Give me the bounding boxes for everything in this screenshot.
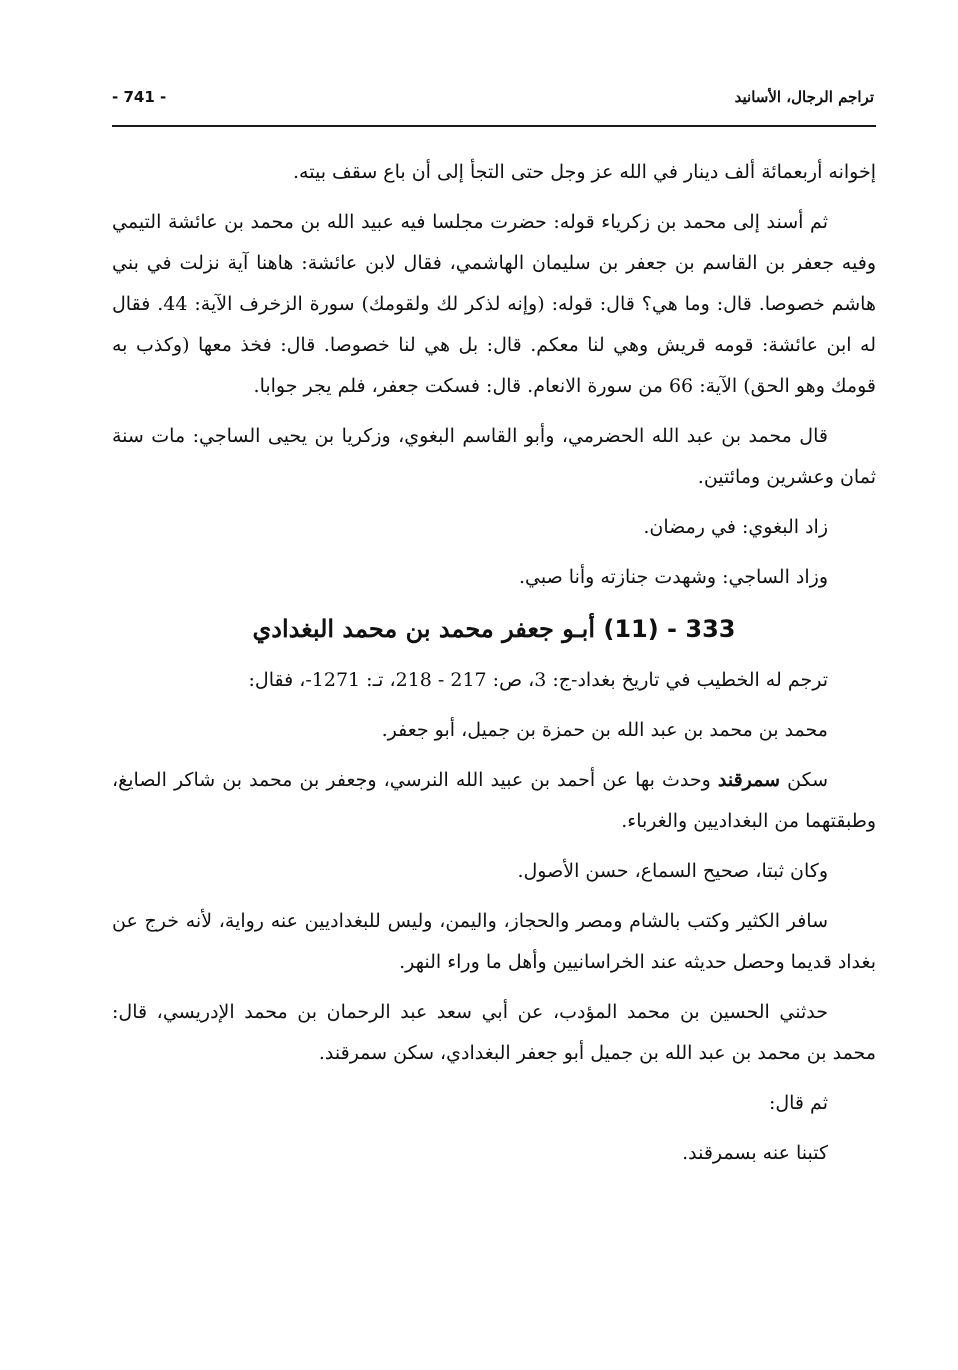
paragraph: كتبنا عنه بسمرقند. [682,1142,828,1164]
paragraph: ترجم له الخطيب في تاريخ بغداد-ج: 3، ص: 217 - 218، تـ: 1271-، فقال: [248,669,828,691]
paragraph: محمد بن محمد بن عبد الله بن حمزة بن جميل، أبو جعفر. [381,719,828,741]
body-text [112,152,876,1183]
paragraph: ثم أسند إلى محمد بن زكرياء قوله: حضرت مجلسا فيه عبيد الله بن محمد بن عائشة التيمي وفيه جعفر بن القاسم بن جعفر بن سليمان الهاشمي، فقال لابن عائشة: هاهنا آية نزلت في بني هاشم خصوصا. قال: وما هي؟ قال: قوله: (وإنه لذكر لك ولقومك) سورة الزخرف الآية: 44. فقال له ابن عائشة: قومه قريش وهي لنا معكم. قال: بل هي لنا خصوصا. قال: فخذ معها (وكذب به قومك وهو الحق) الآية: 66 من سورة الانعام. قال: فسكت جعفر، فلم يجر جوابا. [112,211,876,397]
paragraph: ثم قال: [768,1092,828,1114]
header-rule [112,125,876,127]
text-run: وحدث بها عن أحمد بن عبيد الله النرسي، وجعفر بن محمد بن شاكر الصايغ، وطبقتهما من البغداديين والغرباء. [112,769,876,832]
paragraph: إخوانه أربعمائة ألف دينار في الله عز وجل حتى التجأ إلى أن باع سقف بيته. [293,161,876,183]
running-title: تراجم الرجال، الأسانيد [734,88,874,106]
paragraph: سافر الكثير وكتب بالشام ومصر والحجاز، واليمن، وليس للبغداديين عنه رواية، لأنه خرج عن بغداد قديما وحصل حديثه عند الخراسانيين وأهل ما وراء النهر. [112,910,876,973]
paragraph: حدثني الحسين بن محمد المؤدب، عن أبي سعد عبد الرحمان بن محمد الإدريسي، قال: محمد بن محمد بن عبد الله بن جميل أبو جعفر البغدادي، سكن سمرقند. [112,1001,876,1064]
paragraph: زاد البغوي: في رمضان. [643,516,828,538]
page-number: - 741 - [112,88,167,106]
paragraph: وكان ثبتا، صحيح السماع، حسن الأصول. [517,860,828,882]
paragraph: وزاد الساجي: وشهدت جنازته وأنا صبي. [519,566,828,588]
entry-name: أبـو جعفر محمد بن محمد البغدادي [252,614,595,643]
paragraph: قال محمد بن عبد الله الحضرمي، وأبو القاسم البغوي، وزكريا بن يحيى الساجي: مات سنة ثمان وعشرين ومائتين. [112,425,876,488]
entry-number: 333 - (11) [603,615,736,643]
entry-heading [112,607,876,651]
place-name-bold: سمرقند [717,769,781,791]
page-header [112,88,874,122]
text-run: سكن [780,769,828,791]
paragraph [112,760,876,842]
